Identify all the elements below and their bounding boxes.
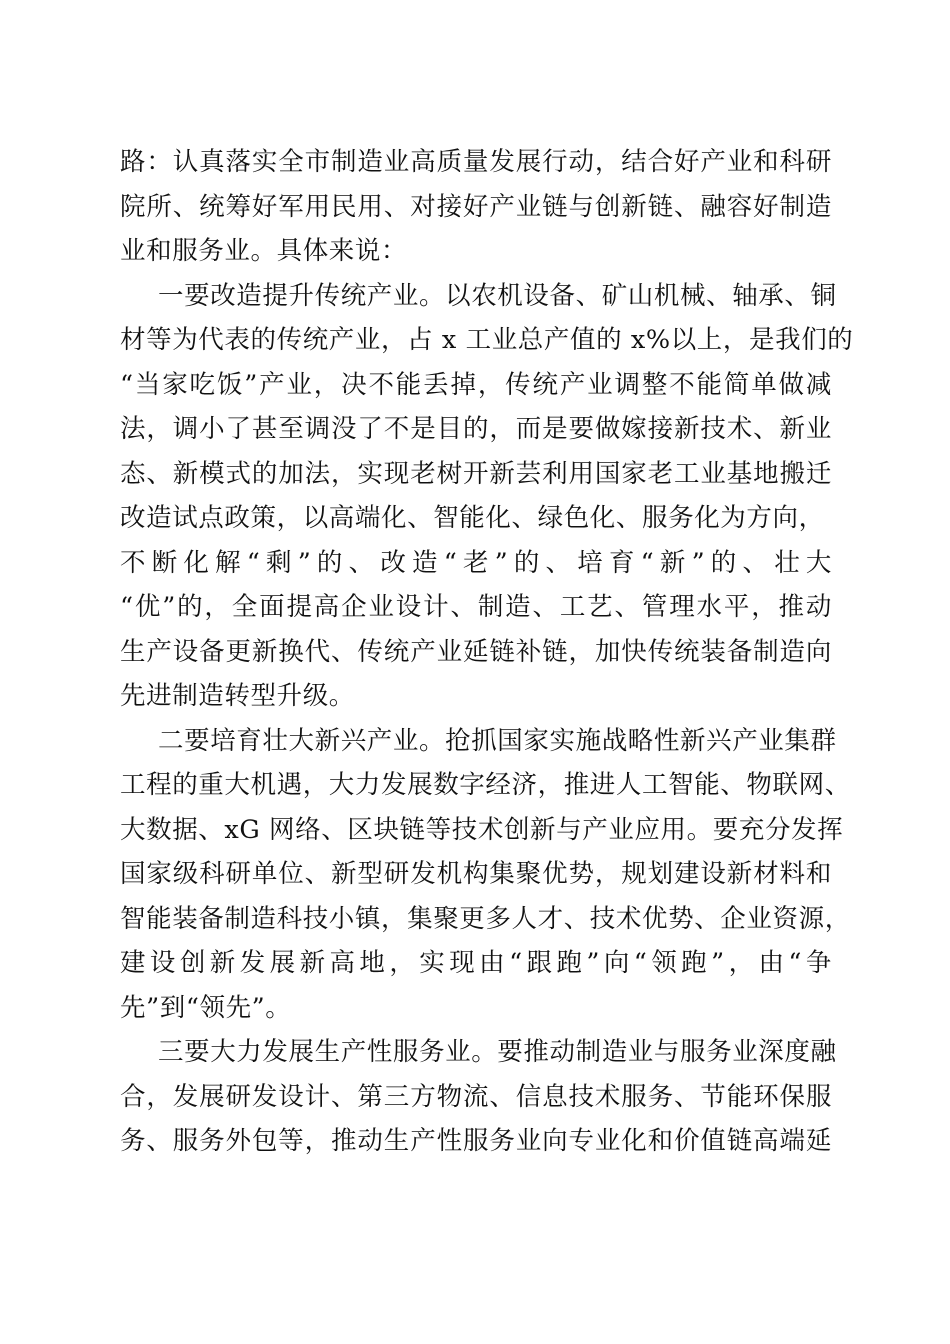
text-line: “当家吃饭”产业，决不能丢掉，传统产业调整不能简单做减	[120, 369, 832, 400]
text-line: 业和服务业。具体来说：	[120, 236, 408, 266]
document-body	[120, 140, 854, 1164]
text-line: 材等为代表的传统产业，占 x 工业总产值的 x%以上，是我们的	[120, 325, 854, 355]
text-line: 合，发展研发设计、第三方物流、信息技术服务、节能环保服	[120, 1081, 832, 1112]
text-line: 务、服务外包等，推动生产性服务业向专业化和价值链高端延	[120, 1126, 832, 1156]
text-line: 工程的重大机遇，大力发展数字经济，推进人工智能、物联网、	[120, 770, 851, 800]
text-line: 生产设备更新换代、传统产业延链补链，加快传统装备制造向	[120, 636, 832, 667]
text-line: 智能装备制造科技小镇，集聚更多人才、技术优势、企业资源，	[120, 903, 851, 934]
text-line: 建设创新发展新高地，实现由“跟跑”向“领跑”，由“争	[120, 948, 832, 978]
text-line: 院所、统筹好军用民用、对接好产业链与创新链、融容好制造	[120, 191, 832, 222]
text-line: 路：认真落实全市制造业高质量发展行动，结合好产业和科研	[120, 147, 832, 177]
text-line: 态、新模式的加法，实现老树开新芸利用国家老工业基地搬迁	[120, 458, 832, 489]
text-line: 先”到“领先”。	[120, 992, 292, 1023]
text-line: 不断化解“剩”的、改造“老”的、培育“新”的、壮大	[120, 547, 832, 578]
text-line: 一要改造提升传统产业。以农机设备、矿山机械、轴承、铜	[158, 280, 837, 311]
text-line: 改造试点政策，以高端化、智能化、绿色化、服务化为方向，	[120, 503, 825, 533]
paragraph-producer-services	[120, 1030, 837, 1164]
text-line: 二要培育壮大新兴产业。抢抓国家实施战略性新兴产业集群	[158, 725, 837, 756]
paragraph-intro	[120, 140, 832, 274]
text-line: 大数据、xG 网络、区块链等技术创新与产业应用。要充分发挥	[120, 814, 844, 845]
text-line: 法，调小了甚至调没了不是目的，而是要做嫁接新技术、新业	[120, 414, 832, 444]
paragraph-traditional-industry	[120, 274, 854, 719]
paragraph-emerging-industry	[120, 719, 851, 1031]
text-line: 国家级科研单位、新型研发机构集聚优势，规划建设新材料和	[120, 859, 832, 889]
text-line: 三要大力发展生产性服务业。要推动制造业与服务业深度融	[158, 1037, 837, 1067]
text-line: 先进制造转型升级。	[120, 681, 355, 711]
text-line: “优”的，全面提高企业设计、制造、工艺、管理水平，推动	[120, 592, 832, 622]
